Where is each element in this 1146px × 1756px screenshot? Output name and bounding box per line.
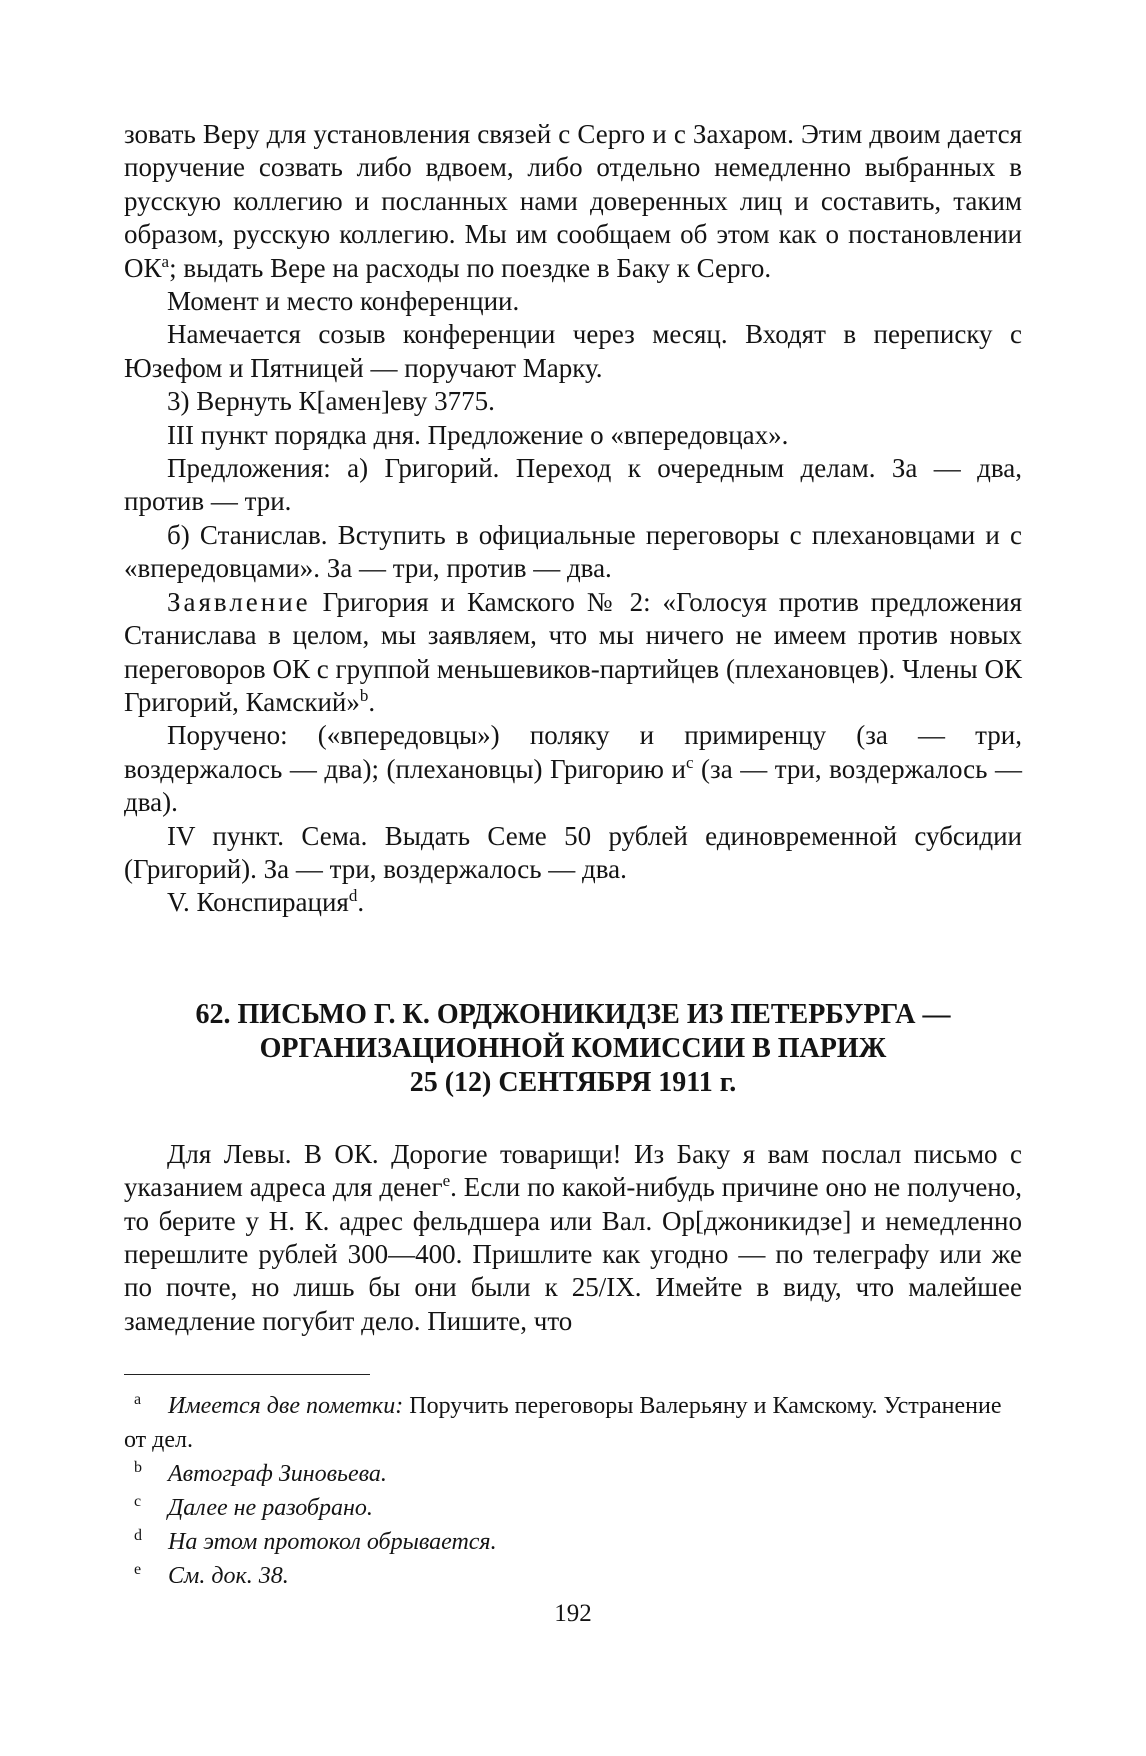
page-number: 192 — [554, 1600, 592, 1627]
document-page — [124, 118, 1022, 1593]
footnote-ref: c — [685, 752, 694, 772]
footnote-ref: d — [348, 886, 358, 906]
paragraph: 3) Вернуть К[амен]еву 3775. — [167, 386, 495, 417]
footnote-ref: b — [359, 685, 369, 705]
footnote-divider — [124, 1374, 370, 1375]
letter-paragraph: Для Левы. В ОК. Дорогие товарищи! Из Баку я вам послал письмо с указанием адреса для денег$^e$. Если по какой-нибудь причине оно не получено, то берите у Н. К. адрес фельдшера или Вал. Ор[джоникидзе] и немедленно перешлите рублей 300—400. Пришлите как угодно — по телеграфу или же по почте, но лишь бы они были к 25/IX. Имейте в виду, что малейшее замедление погубит дело. Пишите, что — [124, 1138, 1022, 1336]
footnote: a Имеется две пометки: Поручить переговоры Валерьяну и Камскому. Устранение от дел. — [124, 1391, 1002, 1454]
paragraph: IV пункт. Сема. Выдать Семе 50 рублей единовременной субсидии (Григорий). За — три, воздержалось — два. — [124, 820, 1022, 884]
footnote-ref: e — [442, 1171, 451, 1191]
footnote: b Автограф Зиновьева. — [134, 1459, 387, 1488]
footnote: d На этом протокол обрывается. — [134, 1527, 497, 1556]
heading-line: ОРГАНИЗАЦИОННОЙ КОМИССИИ В ПАРИЖ — [259, 1032, 887, 1064]
section-heading — [124, 998, 1022, 1100]
paragraph: V. Конспирация$^d$. — [167, 886, 365, 918]
paragraph: III пункт порядка дня. Предложение о «впередовцах». — [167, 419, 789, 450]
paragraph: Предложения: а) Григорий. Переход к очередным делам. За — два, против — три. — [124, 453, 1022, 517]
paragraph: зовать Веру для установления связей с Серго и с Захаром. Этим двоим дается поручение созвать либо вдвоем, либо отдельно немедленно выбранных в русскую коллегию и посланных нами доверенных лиц и составить, таким образом, русскую коллегию. Мы им сообщаем об этом как о постановлении $ОК^a$; выдать Вере на расходы по поездке в Баку к Серго. — [124, 119, 1022, 283]
heading-line: 62. ПИСЬМО Г. К. ОРДЖОНИКИДЗЕ ИЗ ПЕТЕРБУРГА — — [195, 998, 951, 1030]
paragraph: б) Станислав. Вступить в официальные переговоры с плехановцами и с «впередовцами». За — три, против — два. — [124, 519, 1022, 584]
paragraph: Момент и место конференции. — [167, 286, 520, 317]
footnote-ref: a — [161, 251, 170, 271]
footnote: e См. док. 38. — [134, 1561, 289, 1590]
paragraph: Намечается созыв конференции через месяц. Входят в переписку с Юзефом и Пятницей — поручают Марку. — [124, 319, 1022, 383]
heading-line: 25 (12) СЕНТЯБРЯ 1911 г. — [409, 1066, 737, 1098]
footnote: c Далее не разобрано. — [134, 1493, 373, 1522]
spaced-word: Заявление — [167, 586, 311, 617]
paragraph: Поручено: («впередовцы») поляку и примиренцу (за — три, воздержалось — два); (плехановцы) Григорию $и^c$ (за — три, воздержалось — два). — [124, 720, 1022, 818]
paragraph: Заявление Григория и Камского № 2: «Голосуя против предложения Станислава в целом, мы заявляем, что мы ничего не имеем против новых переговоров ОК с группой меньшевиков-партийцев (плехановцев). Члены ОК Григорий, Камский»$^b$. — [124, 586, 1022, 717]
